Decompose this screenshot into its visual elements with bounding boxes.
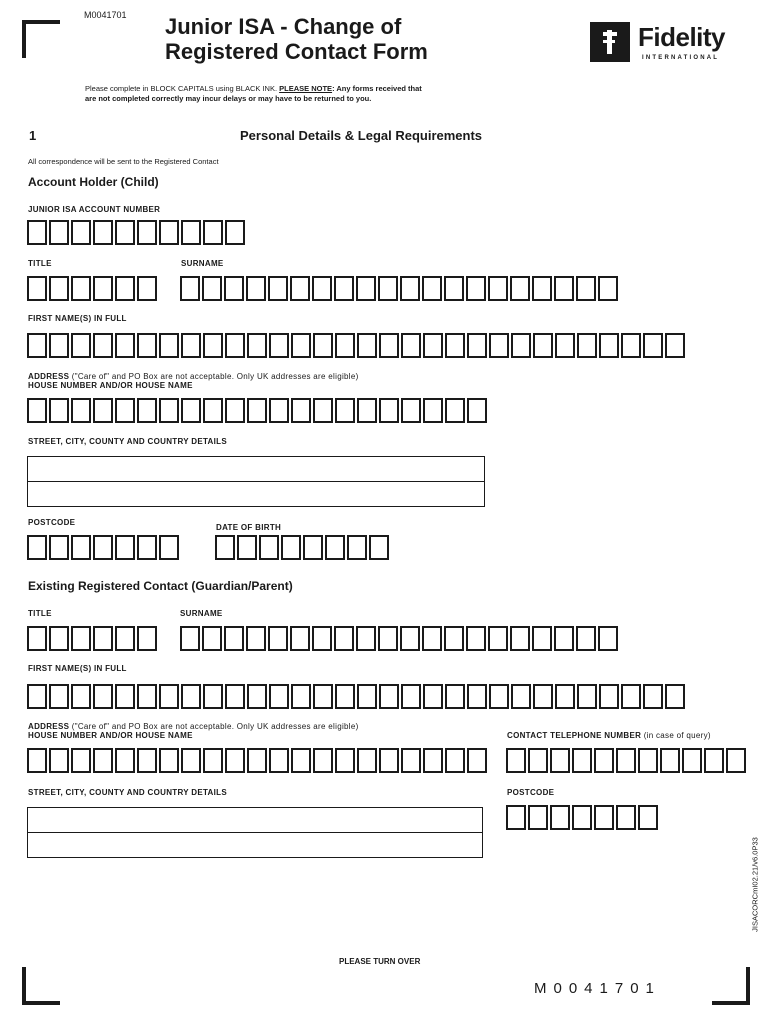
char-box[interactable] <box>466 276 486 301</box>
form-title-line1: Junior ISA - Change of <box>165 14 402 39</box>
char-box[interactable] <box>203 684 223 709</box>
char-box[interactable] <box>335 748 355 773</box>
char-box[interactable] <box>532 276 552 301</box>
char-box[interactable] <box>335 684 355 709</box>
child-address-label <box>28 372 359 381</box>
char-box[interactable] <box>313 748 333 773</box>
char-box[interactable] <box>202 276 222 301</box>
char-box[interactable] <box>594 805 614 830</box>
char-box[interactable] <box>291 398 311 423</box>
char-box[interactable] <box>572 748 592 773</box>
child-street-line-2[interactable] <box>27 481 485 507</box>
char-box[interactable] <box>93 333 113 358</box>
char-box[interactable] <box>159 333 179 358</box>
char-box[interactable] <box>303 535 323 560</box>
guardian-address-title: ADDRESS <box>28 722 70 731</box>
logo-wordmark: Fidelity <box>638 22 726 52</box>
char-box[interactable] <box>335 333 355 358</box>
char-box[interactable] <box>576 626 596 651</box>
char-box[interactable] <box>572 805 592 830</box>
char-box[interactable] <box>93 626 113 651</box>
child-heading: Account Holder (Child) <box>28 175 159 189</box>
char-box[interactable] <box>291 333 311 358</box>
child-surname-field[interactable] <box>180 276 620 301</box>
char-box[interactable] <box>369 535 389 560</box>
char-box[interactable] <box>225 333 245 358</box>
char-box[interactable] <box>137 684 157 709</box>
char-box[interactable] <box>247 684 267 709</box>
guardian-house-label: HOUSE NUMBER AND/OR HOUSE NAME <box>28 731 193 740</box>
char-box[interactable] <box>643 684 663 709</box>
char-box[interactable] <box>378 276 398 301</box>
char-box[interactable] <box>137 220 157 245</box>
child-title-field[interactable] <box>27 276 159 301</box>
char-box[interactable] <box>356 626 376 651</box>
char-box[interactable] <box>71 748 91 773</box>
turn-over-note: PLEASE TURN OVER <box>339 957 421 966</box>
char-box[interactable] <box>334 276 354 301</box>
char-box[interactable] <box>554 276 574 301</box>
child-street-label: STREET, CITY, COUNTY AND COUNTRY DETAILS <box>28 437 227 446</box>
char-box[interactable] <box>269 333 289 358</box>
char-box[interactable] <box>599 333 619 358</box>
char-box[interactable] <box>281 535 301 560</box>
fidelity-mark-icon <box>590 22 630 62</box>
char-box[interactable] <box>356 276 376 301</box>
char-box[interactable] <box>704 748 724 773</box>
child-first-names-field[interactable] <box>27 333 687 358</box>
char-box[interactable] <box>71 276 91 301</box>
char-box[interactable] <box>268 276 288 301</box>
char-box[interactable] <box>528 748 548 773</box>
char-box[interactable] <box>335 398 355 423</box>
guardian-address-label <box>28 722 359 731</box>
char-box[interactable] <box>379 748 399 773</box>
instructions-text-2: : Any forms received that <box>332 84 422 93</box>
char-box[interactable] <box>423 398 443 423</box>
char-box[interactable] <box>660 748 680 773</box>
bottom-form-code: M0041701 <box>534 980 661 997</box>
char-box[interactable] <box>682 748 702 773</box>
char-box[interactable] <box>115 220 135 245</box>
char-box[interactable] <box>488 626 508 651</box>
char-box[interactable] <box>528 805 548 830</box>
char-box[interactable] <box>225 684 245 709</box>
char-box[interactable] <box>555 684 575 709</box>
char-box[interactable] <box>49 748 69 773</box>
char-box[interactable] <box>27 535 47 560</box>
char-box[interactable] <box>400 276 420 301</box>
char-box[interactable] <box>49 535 69 560</box>
char-box[interactable] <box>115 626 135 651</box>
char-box[interactable] <box>444 626 464 651</box>
char-box[interactable] <box>202 626 222 651</box>
correspondence-note: All correspondence will be sent to the Registered Contact <box>28 157 219 166</box>
child-postcode-label: POSTCODE <box>28 518 76 527</box>
char-box[interactable] <box>259 535 279 560</box>
char-box[interactable] <box>224 626 244 651</box>
child-address-title: ADDRESS <box>28 372 70 381</box>
char-box[interactable] <box>325 535 345 560</box>
char-box[interactable] <box>27 398 47 423</box>
char-box[interactable] <box>401 333 421 358</box>
char-box[interactable] <box>180 276 200 301</box>
char-box[interactable] <box>665 333 685 358</box>
char-box[interactable] <box>379 684 399 709</box>
side-form-code: JISACORCmI02.21/v6.0P33 <box>750 837 760 932</box>
guardian-phone-note: (in case of query) <box>641 731 711 740</box>
char-box[interactable] <box>423 684 443 709</box>
char-box[interactable] <box>27 276 47 301</box>
char-box[interactable] <box>510 276 530 301</box>
char-box[interactable] <box>489 333 509 358</box>
char-box[interactable] <box>215 535 235 560</box>
char-box[interactable] <box>313 398 333 423</box>
char-box[interactable] <box>379 333 399 358</box>
form-title <box>165 14 428 64</box>
char-box[interactable] <box>159 398 179 423</box>
char-box[interactable] <box>247 398 267 423</box>
char-box[interactable] <box>181 220 201 245</box>
char-box[interactable] <box>550 748 570 773</box>
char-box[interactable] <box>137 535 157 560</box>
guardian-street-line-2[interactable] <box>27 832 483 858</box>
guardian-surname-label: SURNAME <box>180 609 223 618</box>
instructions-line2: are not completed correctly may incur delays or may have to be returned to you. <box>85 94 372 103</box>
guardian-heading: Existing Registered Contact (Guardian/Parent) <box>28 579 293 593</box>
char-box[interactable] <box>422 276 442 301</box>
child-house-field[interactable] <box>27 398 489 423</box>
char-box[interactable] <box>269 748 289 773</box>
char-box[interactable] <box>599 684 619 709</box>
char-box[interactable] <box>506 748 526 773</box>
char-box[interactable] <box>466 626 486 651</box>
instructions-text: Please complete in BLOCK CAPITALS using BLACK INK. <box>85 84 280 93</box>
guardian-street-line-1[interactable] <box>27 807 483 833</box>
char-box[interactable] <box>598 626 618 651</box>
corner-mark-bottom-right <box>712 967 750 1005</box>
account-number-field[interactable] <box>27 220 247 245</box>
char-box[interactable] <box>401 748 421 773</box>
char-box[interactable] <box>401 398 421 423</box>
char-box[interactable] <box>400 626 420 651</box>
char-box[interactable] <box>181 398 201 423</box>
char-box[interactable] <box>510 626 530 651</box>
char-box[interactable] <box>550 805 570 830</box>
char-box[interactable] <box>225 220 245 245</box>
char-box[interactable] <box>488 276 508 301</box>
char-box[interactable] <box>423 748 443 773</box>
char-box[interactable] <box>312 626 332 651</box>
logo-subtext: INTERNATIONAL <box>642 55 720 61</box>
char-box[interactable] <box>93 684 113 709</box>
char-box[interactable] <box>379 398 399 423</box>
char-box[interactable] <box>247 333 267 358</box>
char-box[interactable] <box>378 626 398 651</box>
char-box[interactable] <box>27 684 47 709</box>
char-box[interactable] <box>533 333 553 358</box>
char-box[interactable] <box>726 748 746 773</box>
guardian-street-label: STREET, CITY, COUNTY AND COUNTRY DETAILS <box>28 788 227 797</box>
char-box[interactable] <box>357 333 377 358</box>
char-box[interactable] <box>445 684 465 709</box>
guardian-postcode-label: POSTCODE <box>507 788 555 797</box>
char-box[interactable] <box>115 398 135 423</box>
char-box[interactable] <box>93 748 113 773</box>
char-box[interactable] <box>27 626 47 651</box>
char-box[interactable] <box>489 684 509 709</box>
char-box[interactable] <box>269 684 289 709</box>
char-box[interactable] <box>181 333 201 358</box>
instructions-note: PLEASE NOTE <box>279 84 333 93</box>
char-box[interactable] <box>313 684 333 709</box>
char-box[interactable] <box>203 398 223 423</box>
char-box[interactable] <box>423 333 443 358</box>
char-box[interactable] <box>27 748 47 773</box>
char-box[interactable] <box>137 276 157 301</box>
char-box[interactable] <box>137 333 157 358</box>
char-box[interactable] <box>246 626 266 651</box>
char-box[interactable] <box>511 684 531 709</box>
char-box[interactable] <box>347 535 367 560</box>
char-box[interactable] <box>49 626 69 651</box>
char-box[interactable] <box>247 748 267 773</box>
guardian-address-note: ("Care of" and PO Box are not acceptable. Only UK addresses are eligible) <box>69 722 359 731</box>
char-box[interactable] <box>467 748 487 773</box>
char-box[interactable] <box>312 276 332 301</box>
char-box[interactable] <box>181 684 201 709</box>
char-box[interactable] <box>291 684 311 709</box>
guardian-phone-label <box>507 731 711 740</box>
char-box[interactable] <box>638 748 658 773</box>
char-box[interactable] <box>401 684 421 709</box>
char-box[interactable] <box>616 748 636 773</box>
char-box[interactable] <box>27 333 47 358</box>
char-box[interactable] <box>181 748 201 773</box>
char-box[interactable] <box>93 276 113 301</box>
form-code: M0041701 <box>84 10 127 20</box>
guardian-surname-field[interactable] <box>180 626 620 651</box>
char-box[interactable] <box>246 276 266 301</box>
char-box[interactable] <box>532 626 552 651</box>
char-box[interactable] <box>71 626 91 651</box>
char-box[interactable] <box>71 684 91 709</box>
char-box[interactable] <box>71 535 91 560</box>
fidelity-logo <box>590 22 730 64</box>
char-box[interactable] <box>467 333 487 358</box>
char-box[interactable] <box>511 333 531 358</box>
section-number: 1 <box>29 128 37 143</box>
char-box[interactable] <box>49 220 69 245</box>
guardian-phone-title: CONTACT TELEPHONE NUMBER <box>507 731 642 740</box>
form-title-line2: Registered Contact Form <box>165 39 428 64</box>
account-number-label: JUNIOR ISA ACCOUNT NUMBER <box>28 205 161 214</box>
child-dob-field[interactable] <box>215 535 391 560</box>
guardian-title-label: TITLE <box>28 609 52 618</box>
corner-mark-bottom-left <box>22 967 60 1005</box>
char-box[interactable] <box>577 684 597 709</box>
char-box[interactable] <box>638 805 658 830</box>
char-box[interactable] <box>621 684 641 709</box>
char-box[interactable] <box>594 748 614 773</box>
char-box[interactable] <box>555 333 575 358</box>
char-box[interactable] <box>159 748 179 773</box>
char-box[interactable] <box>422 626 442 651</box>
char-box[interactable] <box>49 333 69 358</box>
char-box[interactable] <box>616 805 636 830</box>
guardian-title-field[interactable] <box>27 626 159 651</box>
char-box[interactable] <box>576 276 596 301</box>
char-box[interactable] <box>621 333 641 358</box>
char-box[interactable] <box>93 398 113 423</box>
char-box[interactable] <box>27 220 47 245</box>
child-address-note: ("Care of" and PO Box are not acceptable. Only UK addresses are eligible) <box>69 372 359 381</box>
char-box[interactable] <box>49 398 69 423</box>
char-box[interactable] <box>237 535 257 560</box>
char-box[interactable] <box>203 748 223 773</box>
char-box[interactable] <box>554 626 574 651</box>
char-box[interactable] <box>445 333 465 358</box>
char-box[interactable] <box>115 333 135 358</box>
child-surname-label: SURNAME <box>181 259 224 268</box>
char-box[interactable] <box>643 333 663 358</box>
child-title-label: TITLE <box>28 259 52 268</box>
char-box[interactable] <box>137 398 157 423</box>
char-box[interactable] <box>225 398 245 423</box>
child-postcode-field[interactable] <box>27 535 181 560</box>
char-box[interactable] <box>71 333 91 358</box>
guardian-postcode-field[interactable] <box>506 805 660 830</box>
char-box[interactable] <box>137 626 157 651</box>
char-box[interactable] <box>357 684 377 709</box>
guardian-house-field[interactable] <box>27 748 489 773</box>
char-box[interactable] <box>357 398 377 423</box>
char-box[interactable] <box>290 626 310 651</box>
char-box[interactable] <box>291 748 311 773</box>
child-first-names-label: FIRST NAME(S) IN FULL <box>28 314 127 323</box>
char-box[interactable] <box>533 684 553 709</box>
char-box[interactable] <box>115 535 135 560</box>
char-box[interactable] <box>577 333 597 358</box>
char-box[interactable] <box>115 276 135 301</box>
guardian-first-names-field[interactable] <box>27 684 687 709</box>
char-box[interactable] <box>467 684 487 709</box>
instructions <box>85 84 525 104</box>
char-box[interactable] <box>268 626 288 651</box>
char-box[interactable] <box>445 398 465 423</box>
char-box[interactable] <box>93 220 113 245</box>
char-box[interactable] <box>334 626 354 651</box>
char-box[interactable] <box>444 276 464 301</box>
char-box[interactable] <box>71 398 91 423</box>
char-box[interactable] <box>71 220 91 245</box>
char-box[interactable] <box>445 748 465 773</box>
char-box[interactable] <box>225 748 245 773</box>
char-box[interactable] <box>467 398 487 423</box>
char-box[interactable] <box>180 626 200 651</box>
child-house-label: HOUSE NUMBER AND/OR HOUSE NAME <box>28 381 193 390</box>
guardian-phone-field[interactable] <box>506 748 748 773</box>
guardian-first-names-label: FIRST NAME(S) IN FULL <box>28 664 127 673</box>
char-box[interactable] <box>115 684 135 709</box>
char-box[interactable] <box>598 276 618 301</box>
char-box[interactable] <box>159 684 179 709</box>
corner-mark-top-left <box>22 20 60 58</box>
section-title: Personal Details & Legal Requirements <box>240 128 483 143</box>
char-box[interactable] <box>137 748 157 773</box>
char-box[interactable] <box>313 333 333 358</box>
char-box[interactable] <box>506 805 526 830</box>
char-box[interactable] <box>159 535 179 560</box>
child-street-line-1[interactable] <box>27 456 485 482</box>
char-box[interactable] <box>224 276 244 301</box>
char-box[interactable] <box>159 220 179 245</box>
char-box[interactable] <box>203 333 223 358</box>
child-dob-label: DATE OF BIRTH <box>216 523 282 532</box>
char-box[interactable] <box>49 684 69 709</box>
char-box[interactable] <box>269 398 289 423</box>
char-box[interactable] <box>357 748 377 773</box>
char-box[interactable] <box>115 748 135 773</box>
char-box[interactable] <box>665 684 685 709</box>
char-box[interactable] <box>290 276 310 301</box>
char-box[interactable] <box>203 220 223 245</box>
char-box[interactable] <box>49 276 69 301</box>
char-box[interactable] <box>93 535 113 560</box>
